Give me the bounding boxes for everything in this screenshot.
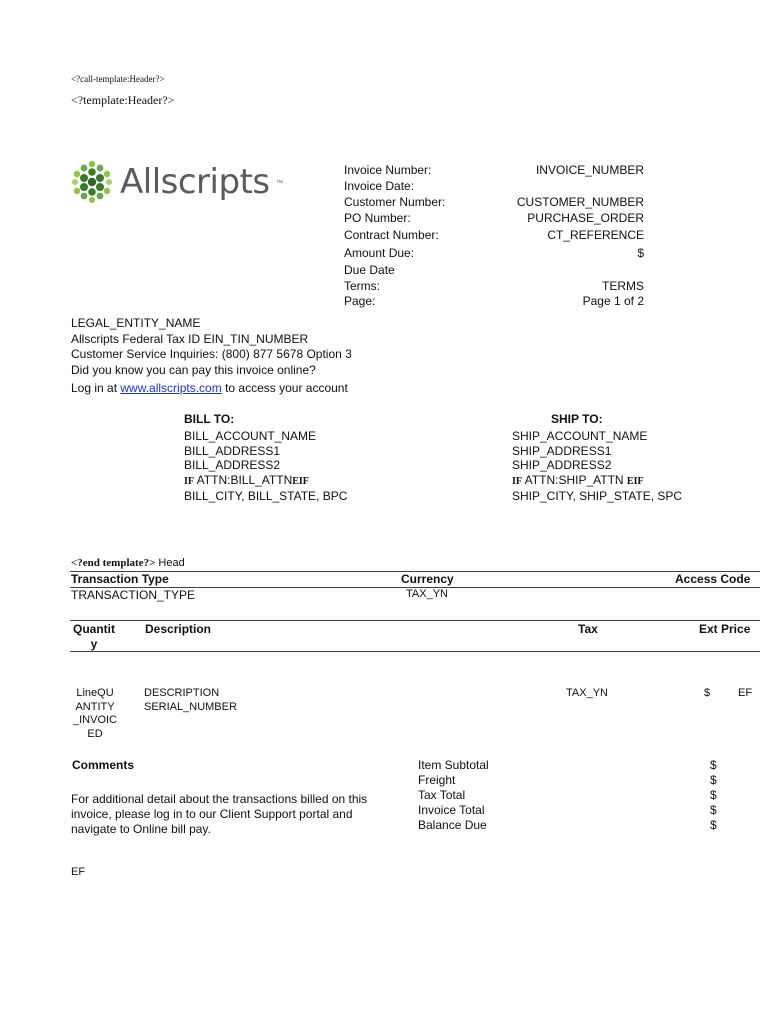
quantity-line: ED	[87, 727, 103, 740]
totals-value: $	[710, 803, 717, 817]
currency-header: Currency	[401, 572, 454, 586]
ship-attn-line	[512, 473, 682, 490]
description-header: Description	[145, 622, 212, 636]
page-row	[344, 294, 646, 310]
quantity-header	[72, 622, 116, 652]
field-value: CUSTOMER_NUMBER	[516, 195, 644, 209]
divider	[70, 651, 760, 652]
if-tag: IF	[512, 475, 522, 487]
ship-city-line: SHIP_CITY, SHIP_STATE, SPC	[512, 489, 683, 503]
po-number-row	[344, 211, 646, 227]
totals-label: Balance Due	[418, 818, 487, 832]
comments-line: invoice, please log in to our Client Support portal and	[71, 807, 353, 821]
field-value: CT_REFERENCE	[547, 228, 644, 242]
trademark-symbol: ™	[276, 180, 283, 187]
bill-to-block	[184, 411, 347, 504]
access-code-header: Access Code	[675, 572, 751, 586]
bill-city-line: BILL_CITY, BILL_STATE, BPC	[184, 489, 348, 503]
transaction-type-header: Transaction Type	[71, 572, 169, 586]
totals-value: $	[710, 818, 717, 832]
quantity-header-line2: y	[90, 637, 98, 651]
comments-line: navigate to Online bill pay.	[71, 822, 211, 836]
bill-address1: BILL_ADDRESS1	[184, 443, 281, 458]
if-tag: IF	[184, 475, 194, 487]
login-prefix: Log in at	[71, 381, 121, 395]
totals-value: $	[710, 773, 717, 787]
totals-value: $	[710, 758, 717, 772]
legal-entity-name: LEGAL_ENTITY_NAME	[71, 316, 201, 330]
allscripts-website-link[interactable]: www.allscripts.com	[120, 381, 222, 395]
field-value: INVOICE_NUMBER	[535, 163, 644, 177]
footer-ef: EF	[71, 866, 86, 878]
invoice-number-row	[344, 163, 646, 179]
comments-line: For additional detail about the transactions billed on this	[71, 792, 368, 806]
amount-due-row	[344, 246, 646, 262]
bill-attn: ATTN:BILL_ATTN	[194, 472, 293, 487]
eif-tag: EIF	[626, 475, 644, 487]
description-value: DESCRIPTION	[144, 687, 220, 699]
ship-to-heading: SHIP TO:	[551, 412, 603, 426]
comments-text	[71, 792, 367, 837]
contract-number-row	[344, 228, 646, 244]
field-label: Due Date	[344, 263, 395, 277]
comments-heading: Comments	[72, 758, 135, 772]
invoice-date-row	[344, 179, 646, 195]
currency-value: TAX_YN	[406, 588, 448, 600]
quantity-cell	[72, 687, 118, 741]
description-cell	[144, 687, 237, 714]
login-suffix: to access your account	[221, 381, 348, 395]
ship-address2: SHIP_ADDRESS2	[512, 458, 612, 472]
totals-label: Tax Total	[418, 788, 466, 802]
field-value: Page 1 of 2	[582, 294, 644, 308]
customer-service-line: Customer Service Inquiries: (800) 877 5678 Option 3	[71, 347, 352, 361]
company-info	[71, 316, 352, 397]
template-header-tag: <?template:Header?>	[71, 93, 175, 107]
login-line	[71, 381, 352, 397]
eif-tag: EIF	[292, 475, 309, 487]
ship-address1: SHIP_ADDRESS1	[512, 443, 612, 458]
field-value: $	[637, 246, 644, 260]
transaction-type-value: TRANSACTION_TYPE	[71, 588, 196, 602]
quantity-line: ANTITY	[75, 700, 115, 713]
quantity-line: LineQU	[76, 687, 114, 699]
invoice-total-row	[418, 803, 718, 818]
balance-due-row	[418, 818, 718, 833]
terms-row	[344, 279, 646, 295]
field-label: Terms:	[344, 279, 380, 293]
totals-label: Freight	[418, 773, 456, 787]
end-template-code: <?end template?>	[71, 557, 156, 569]
bill-account-name: BILL_ACCOUNT_NAME	[184, 429, 317, 443]
due-date-row	[344, 263, 646, 279]
field-label: Page:	[344, 294, 376, 308]
customer-number-row	[344, 195, 646, 211]
serial-number-value: SERIAL_NUMBER	[144, 700, 237, 713]
field-label: Invoice Date:	[344, 179, 415, 193]
tax-total-row	[418, 788, 718, 803]
field-label: Contract Number:	[344, 228, 439, 242]
freight-row	[418, 773, 718, 788]
call-template-tag: <?call-template:Header?>	[71, 74, 165, 84]
totals-value: $	[710, 788, 717, 802]
field-label: Invoice Number:	[344, 163, 432, 177]
field-label: Amount Due:	[344, 246, 415, 260]
ship-account-name: SHIP_ACCOUNT_NAME	[512, 429, 648, 443]
bill-to-heading: BILL TO:	[184, 412, 235, 426]
ship-attn: ATTN:SHIP_ATTN	[522, 472, 627, 487]
field-label: PO Number:	[344, 211, 411, 225]
tax-cell: TAX_YN	[566, 687, 608, 699]
bill-address2: BILL_ADDRESS2	[184, 458, 281, 472]
ext-price-cell: EF	[738, 687, 753, 699]
end-template-tag	[71, 557, 185, 569]
allscripts-logo-mark-icon	[70, 159, 114, 203]
divider	[70, 620, 760, 621]
tax-id-line: Allscripts Federal Tax ID EIN_TIN_NUMBER	[71, 331, 309, 346]
field-value: PURCHASE_ORDER	[527, 211, 644, 225]
end-template-suffix: Head	[158, 557, 185, 569]
totals-label: Invoice Total	[418, 803, 485, 817]
quantity-header-line1: Quantit	[73, 622, 115, 636]
tax-header: Tax	[578, 622, 598, 636]
ext-price-header: Ext Price	[699, 622, 751, 636]
field-label: Customer Number:	[344, 195, 446, 209]
allscripts-wordmark: Allscripts	[120, 162, 270, 202]
pay-online-line: Did you know you can pay this invoice online?	[71, 362, 316, 377]
ext-price-dollar: $	[704, 687, 711, 699]
totals-label: Item Subtotal	[418, 758, 489, 772]
ship-to-block	[512, 411, 682, 504]
item-subtotal-row	[418, 758, 718, 773]
quantity-line: _INVOIC	[72, 714, 117, 726]
field-value: TERMS	[602, 279, 644, 293]
bill-attn-line	[184, 473, 347, 490]
allscripts-logo	[70, 158, 290, 210]
